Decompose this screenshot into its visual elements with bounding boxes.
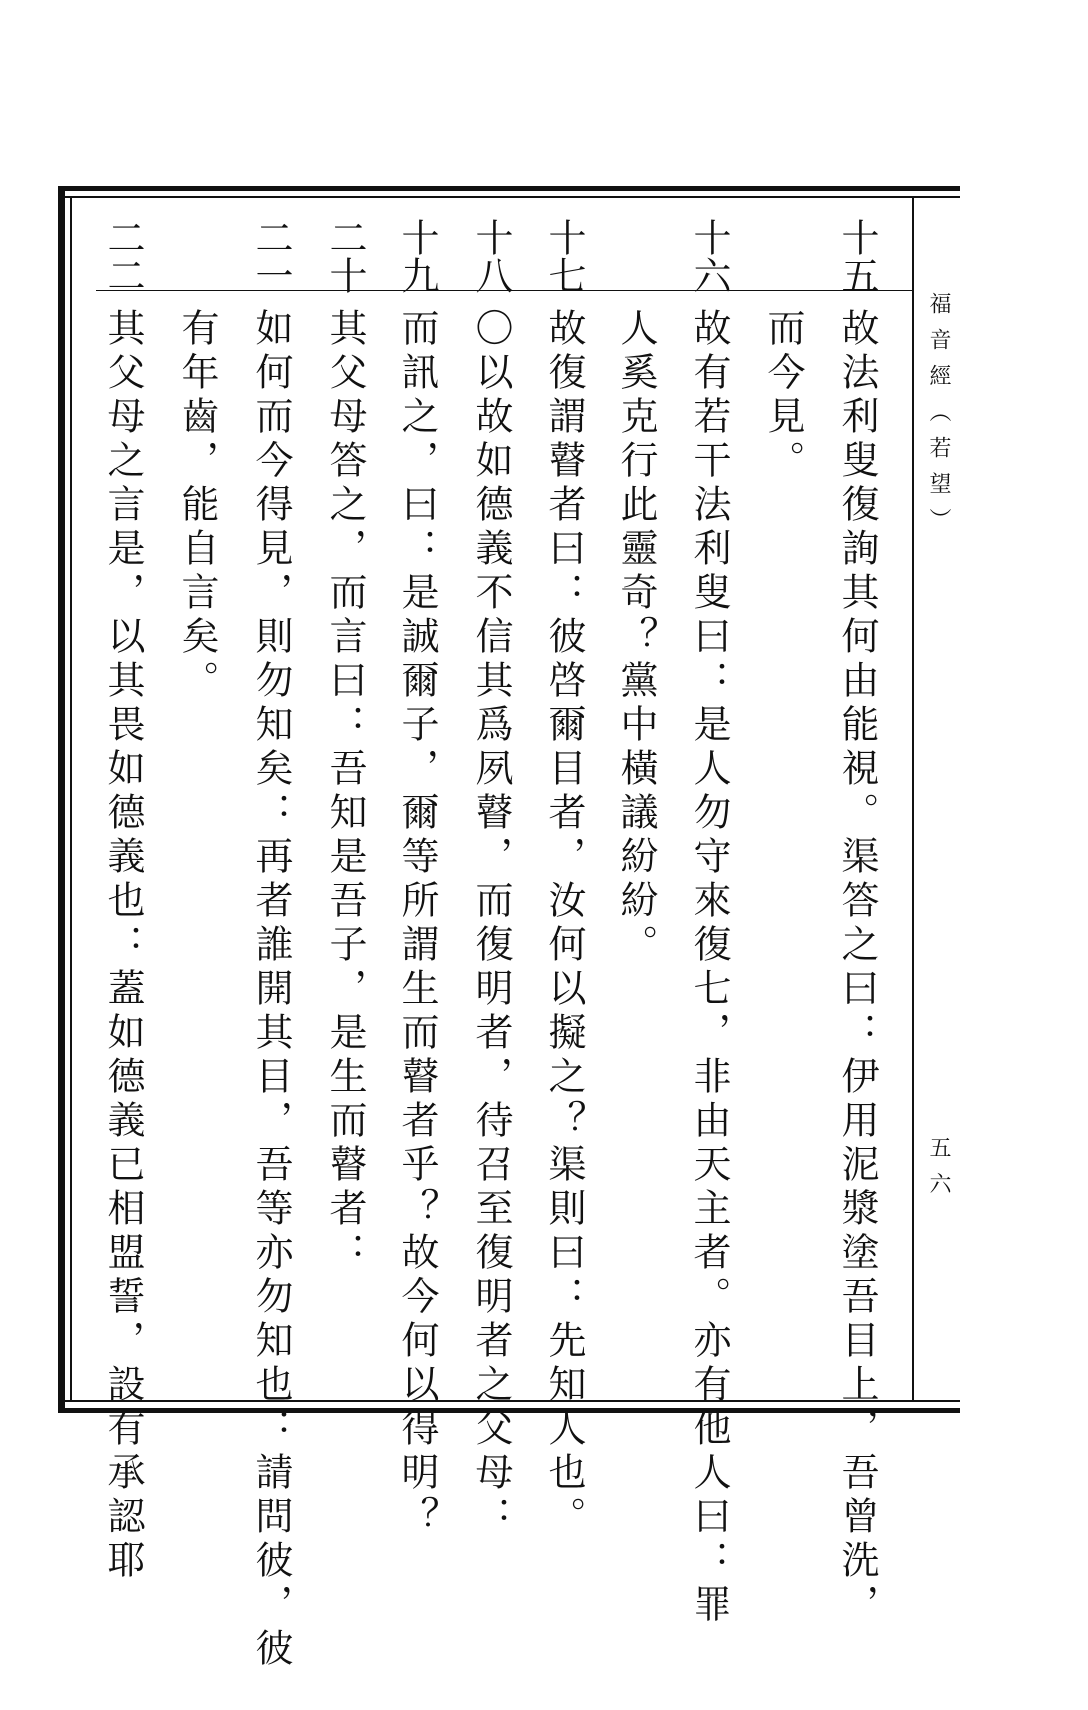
verse-number-16: 十六: [687, 218, 731, 294]
top-border-rule-inner: [58, 196, 960, 198]
margin-divider-rule: [912, 196, 914, 1402]
verse-21-line-1: 如何而今得見，則勿知矣：再者誰開其目，吾等亦勿知也：請問彼，彼: [249, 308, 293, 1672]
verse-number-19: 十九: [395, 218, 439, 294]
verse-16-line-1: 故有若干法利叟曰：是人勿守來復七，非由天主者。亦有他人曰：罪: [687, 308, 731, 1628]
verse-16-line-2: 人奚克行此靈奇？黨中橫議紛紛。: [614, 308, 658, 968]
left-border-rule-inner: [70, 196, 72, 1402]
verse-number-22: 二二: [101, 218, 145, 294]
verse-number-17: 十七: [542, 218, 586, 294]
verse-15-line-1: 故法利叟復詢其何由能視。渠答之曰：伊用泥漿塗吾目上，吾曾洗，: [835, 308, 879, 1628]
verse-19-line-1: 而訊之，曰：是誠爾子，爾等所謂生而瞽者乎？故今何以得明？: [395, 308, 439, 1540]
verse-20-line-1: 其父母答之，而言曰：吾知是吾子，是生而瞽者：: [323, 308, 367, 1276]
verse-number-18: 十八: [469, 218, 513, 294]
page-number: 五六: [926, 1136, 951, 1208]
verse-15-line-2: 而今見。: [761, 308, 805, 484]
verse-17-line-1: 故復謂瞽者曰：彼啓爾目者，汝何以擬之？渠則曰：先知人也。: [542, 308, 586, 1540]
verse-number-20: 二十: [323, 218, 367, 294]
left-border-rule: [58, 186, 65, 1413]
book-title: 福音經（若望）: [926, 292, 951, 544]
verse-21-line-2: 有年齒，能自言矣。: [175, 308, 219, 704]
verse-number-21: 二一: [249, 218, 293, 294]
verse-22-line-1: 其父母之言是，以其畏如德義也：蓋如德義已相盟誓，設有承認耶: [101, 308, 145, 1584]
verse-18-line-1: 〇以故如德義不信其爲夙瞽，而復明者，待召至復明者之父母：: [469, 308, 513, 1540]
top-border-rule: [58, 186, 960, 191]
verse-number-15: 十五: [835, 218, 879, 294]
